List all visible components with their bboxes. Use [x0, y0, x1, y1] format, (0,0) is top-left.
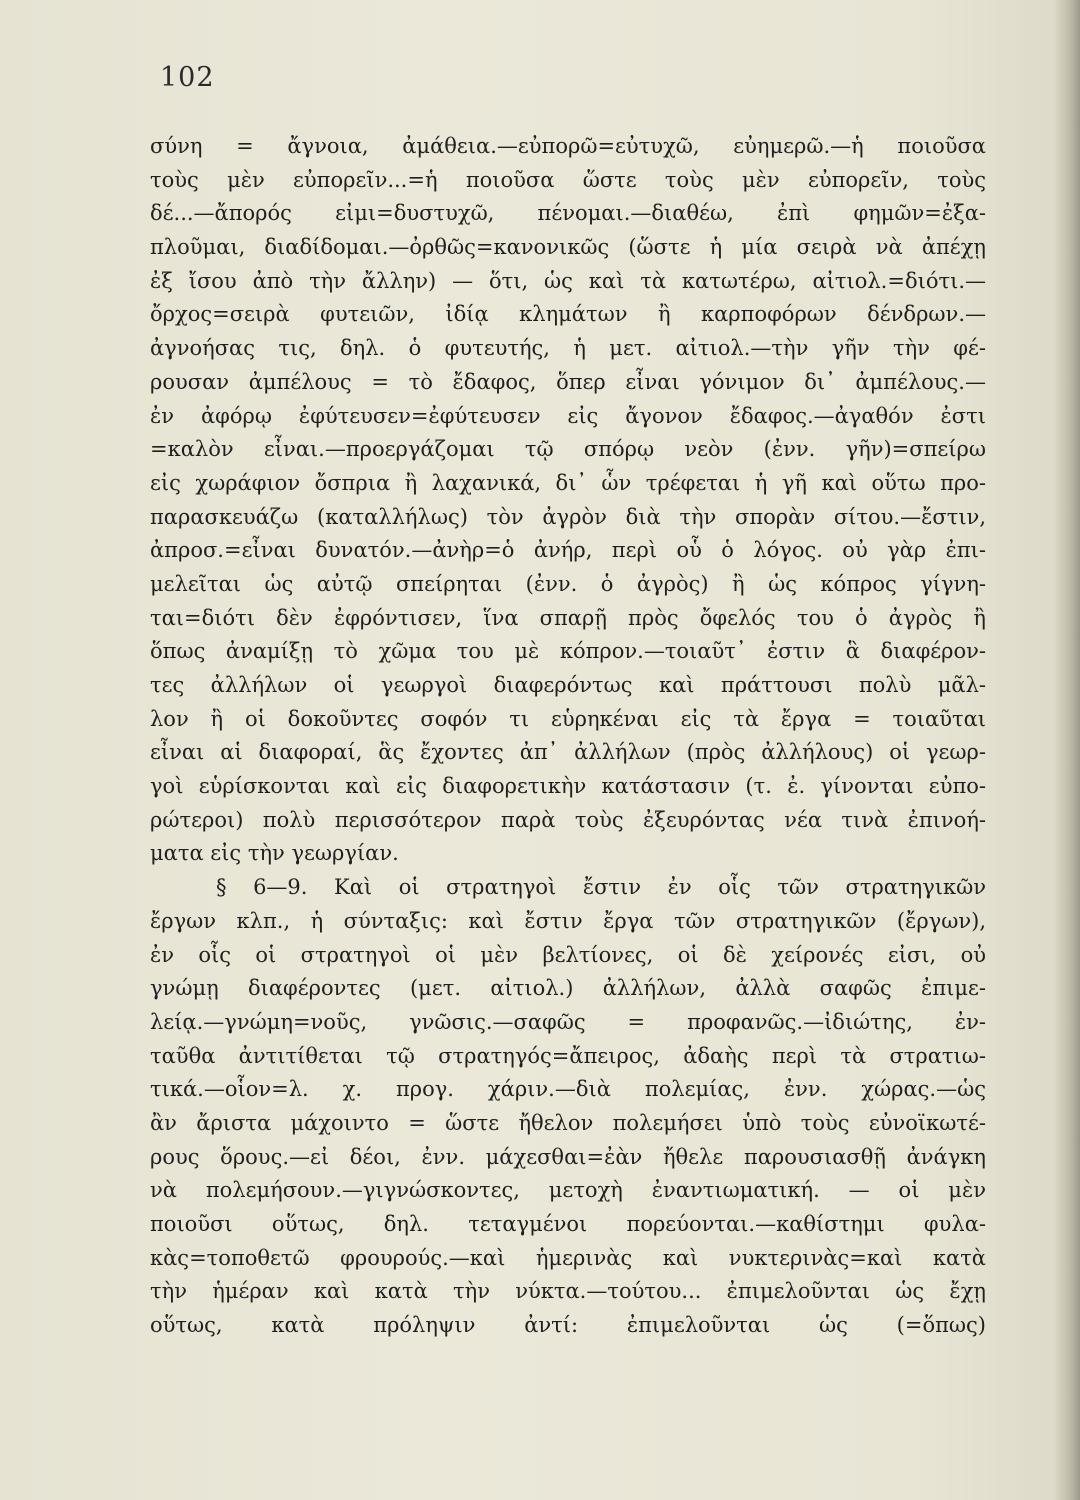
text-line: μελεῖται ὡς αὐτῷ σπείρηται (ἐνν. ὁ ἀγρὸς) ἢ ὡς κόπρος γίγνη-	[150, 571, 986, 596]
text-line: τικά.—οἷον=λ. χ. προγ. χάριν.—διὰ πολεμίας, ἐνν. χώρας.—ὡς	[150, 1077, 986, 1102]
page-number: 102	[160, 62, 215, 93]
text-line: λον ἢ οἱ δοκοῦντες σοφόν τι εὑρηκέναι εἰς τὰ ἔργα = τοιαῦται	[150, 706, 986, 731]
text-line: γνώμῃ διαφέροντες (μετ. αἰτιολ.) ἀλλήλων, ἀλλὰ σαφῶς ἐπιμε-	[150, 976, 986, 1001]
text-line: ἂν ἄριστα μάχοιντο = ὥστε ἤθελον πολεμήσει ὑπὸ τοὺς εὐνοϊκωτέ-	[150, 1110, 986, 1135]
text-line: οὕτως, κατὰ πρόληψιν ἀντί: ἐπιμελοῦνται ὡς (=ὅπως)	[150, 1313, 986, 1338]
binding-shadow	[1054, 0, 1080, 1500]
text-line: ὄρχος=σειρὰ φυτειῶν, ἰδίᾳ κλημάτων ἢ καρποφόρων δένδρων.—	[150, 302, 986, 327]
text-line: γοὶ εὑρίσκονται καὶ εἰς διαφορετικὴν κατάστασιν (τ. ἐ. γίνονται εὐπο-	[150, 774, 986, 799]
text-line: τες ἀλλήλων οἱ γεωργοὶ διαφερόντως καὶ πράττουσι πολὺ μᾶλ-	[150, 673, 986, 697]
text-line: παρασκευάζω (καταλλήλως) τὸν ἀγρὸν διὰ τὴν σπορὰν σίτου.—ἔστιν,	[150, 504, 986, 529]
text-line: τὴν ἡμέραν καὶ κατὰ τὴν νύκτα.—τούτου... ἐπιμελοῦνται ὡς ἔχῃ	[150, 1279, 986, 1304]
text-line: λείᾳ.—γνώμη=νοῦς, γνῶσις.—σαφῶς = προφανῶς.—ἰδιώτης, ἐν-	[150, 1009, 986, 1034]
text-line: ρώτεροι) πολὺ περισσότερον παρὰ τοὺς ἐξευρόντας νέα τινὰ ἐπινοή-	[150, 807, 986, 832]
text-line: ρουσαν ἀμπέλους = τὸ ἔδαφος, ὅπερ εἶναι γόνιμον δι᾽ ἀμπέλους.—	[150, 369, 986, 394]
text-line: δέ...—ἄπορός εἰμι=δυστυχῶ, πένομαι.—διαθέω, ἐπὶ φημῶν=ἐξα-	[150, 201, 986, 226]
text-line: ποιοῦσι οὕτως, δηλ. τεταγμένοι πορεύονται.—καθίστημι φυλα-	[150, 1212, 986, 1236]
text-line: πλοῦμαι, διαδίδομαι.—ὀρθῶς=κανονικῶς (ὥστε ἡ μία σειρὰ νὰ ἀπέχῃ	[150, 235, 986, 260]
text-line: νὰ πολεμήσουν.—γιγνώσκοντες, μετοχὴ ἐναντιωματική. — οἱ μὲν	[150, 1178, 986, 1203]
text-line: ματα εἰς τὴν γεωργίαν.	[150, 841, 399, 866]
text-line: κὰς=τοποθετῶ φρουρούς.—καὶ ἡμερινὰς καὶ νυκτερινὰς=καὶ κατὰ	[150, 1245, 986, 1270]
text-line: εἰς χωράφιον ὄσπρια ἢ λαχανικά, δι᾽ ὧν τρέφεται ἡ γῆ καὶ οὕτω προ-	[150, 470, 986, 495]
text-line: =καλὸν εἶναι.—προεργάζομαι τῷ σπόρῳ νεὸν (ἐνν. γῆν)=σπείρω	[150, 437, 986, 462]
text-line: ἐξ ἴσου ἀπὸ τὴν ἄλλην) — ὅτι, ὡς καὶ τὰ κατωτέρω, αἰτιολ.=διότι.—	[150, 268, 986, 293]
text-line: ὅπως ἀναμίξῃ τὸ χῶμα του μὲ κόπρον.—τοιαῦτ᾽ ἐστιν ἃ διαφέρον-	[150, 639, 986, 664]
text-line: ἀπροσ.=εἶναι δυνατόν.—ἀνὴρ=ὁ ἀνήρ, περὶ οὗ ὁ λόγος. οὐ γὰρ ἐπι-	[150, 538, 986, 563]
text-line: ταῦθα ἀντιτίθεται τῷ στρατηγός=ἄπειρος, ἀδαὴς περὶ τὰ στρατιω-	[150, 1043, 986, 1068]
text-line: ἐν ἀφόρῳ ἐφύτευσεν=ἐφύτευσεν εἰς ἄγονον ἔδαφος.—ἀγαθόν ἐστι	[150, 403, 986, 428]
text-line: ἐν οἷς οἱ στρατηγοὶ οἱ μὲν βελτίονες, οἱ δὲ χείρονές εἰσι, οὐ	[150, 942, 986, 967]
text-line: ἀγνοήσας τις, δηλ. ὁ φυτευτής, ἡ μετ. αἰτιολ.—τὴν γῆν τὴν φέ-	[150, 336, 986, 361]
text-line: εἶναι αἱ διαφοραί, ἃς ἔχοντες ἀπ᾽ ἀλλήλων (πρὸς ἀλλήλους) οἱ γεωρ-	[150, 740, 986, 765]
section-heading-line: § 6—9. Καὶ οἱ στρατηγοὶ ἔστιν ἐν οἷς τῶν στρατηγικῶν	[216, 875, 986, 900]
text-line: τοὺς μὲν εὐπορεῖν...=ἡ ποιοῦσα ὥστε τοὺς μὲν εὐπορεῖν, τοὺς	[150, 167, 986, 192]
text-line: σύνη = ἄγνοια, ἀμάθεια.—εὐπορῶ=εὐτυχῶ, εὐημερῶ.—ἡ ποιοῦσα	[150, 134, 986, 158]
commentary-text	[150, 130, 986, 1343]
text-line: ρους ὅρους.—εἰ δέοι, ἐνν. μάχεσθαι=ἐὰν ἤθελε παρουσιασθῇ ἀνάγκη	[150, 1144, 986, 1169]
text-line: ἔργων κλπ., ἡ σύνταξις: καὶ ἔστιν ἔργα τῶν στρατηγικῶν (ἔργων),	[150, 908, 986, 933]
text-line: ται=διότι δὲν ἐφρόντισεν, ἵνα σπαρῇ πρὸς ὄφελός του ὁ ἀγρὸς ἢ	[150, 605, 986, 630]
